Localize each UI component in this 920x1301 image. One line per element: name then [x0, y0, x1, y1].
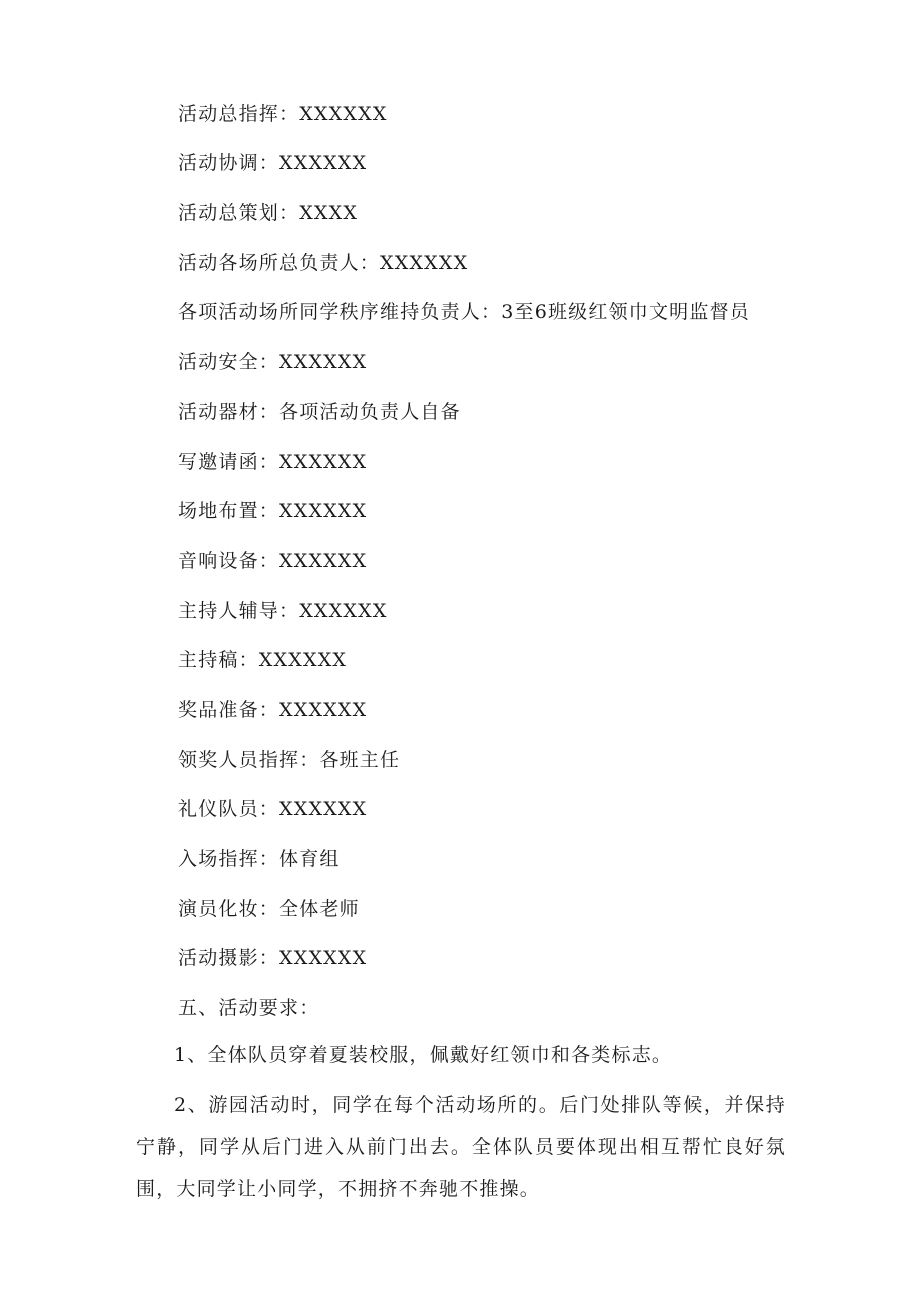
- role-line-venue-head: 活动各场所总负责人：XXXXXX: [178, 252, 469, 274]
- section-heading-requirements: 五、活动要求：: [178, 997, 320, 1019]
- role-line-award-director: 领奖人员指挥：各班主任: [178, 749, 401, 771]
- role-line-makeup: 演员化妆：全体老师: [178, 898, 360, 920]
- role-line-venue-setup: 场地布置：XXXXXX: [178, 500, 368, 522]
- role-line-invitations: 写邀请函：XXXXXX: [178, 451, 368, 473]
- requirement-paragraph-2: 2、游园活动时，同学在每个活动场所的。后门处排队等候，并保持宁静，同学从后门进入从前门出去。全体队员要体现出相互帮忙良好氛围，大同学让小同学，不拥挤不奔驰不推操。: [136, 1094, 786, 1200]
- role-line-order-keeper: 各项活动场所同学秩序维持负责人：3至6班级红领巾文明监督员: [178, 301, 750, 323]
- role-line-prizes: 奖品准备：XXXXXX: [178, 699, 368, 721]
- role-line-safety: 活动安全：XXXXXX: [178, 351, 368, 373]
- role-line-coordination: 活动协调：XXXXXX: [178, 152, 368, 174]
- requirement-paragraph-1: 1、全体队员穿着夏装校服，佩戴好红领巾和各类标志。: [174, 1044, 673, 1066]
- role-line-etiquette: 礼仪队员：XXXXXX: [178, 798, 368, 820]
- role-line-equipment: 活动器材：各项活动负责人自备: [178, 401, 461, 423]
- role-line-host-script: 主持稿：XXXXXX: [178, 649, 348, 671]
- role-line-audio: 音响设备：XXXXXX: [178, 550, 368, 572]
- role-line-commander: 活动总指挥：XXXXXX: [178, 103, 388, 125]
- role-line-planning: 活动总策划：XXXX: [178, 202, 359, 224]
- role-line-entrance: 入场指挥：体育组: [178, 848, 340, 870]
- role-line-photography: 活动摄影：XXXXXX: [178, 947, 368, 969]
- role-line-host-coaching: 主持人辅导：XXXXXX: [178, 600, 388, 622]
